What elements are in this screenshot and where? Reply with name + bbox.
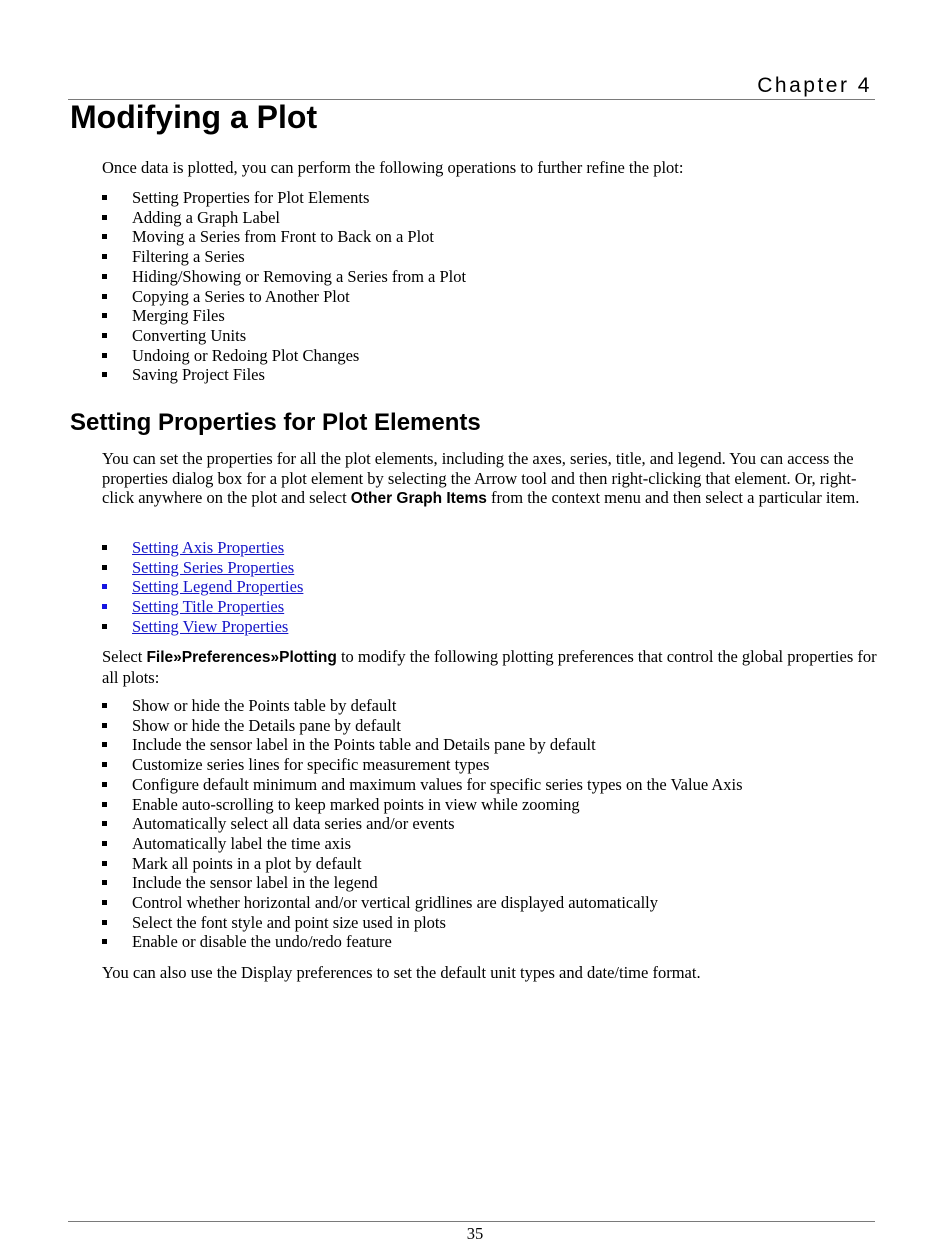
square-bullet-icon — [102, 195, 107, 200]
list-item — [102, 577, 303, 597]
link-legend-properties[interactable]: Setting Legend Properties — [132, 577, 304, 597]
list-item: Saving Project Files — [102, 365, 466, 385]
square-bullet-icon — [102, 545, 107, 550]
list-item: Setting Properties for Plot Elements — [102, 188, 466, 208]
list-item: Moving a Series from Front to Back on a Plot — [102, 227, 466, 247]
square-bullet-icon — [102, 333, 107, 338]
square-bullet-icon — [102, 782, 107, 787]
list-item — [102, 558, 303, 578]
list-item: Hiding/Showing or Removing a Series from a Plot — [102, 267, 466, 287]
list-item: Converting Units — [102, 326, 466, 346]
square-bullet-icon — [102, 880, 107, 885]
intro-paragraph: Once data is plotted, you can perform the following operations to further refine the plot: — [102, 158, 684, 177]
list-item: Select the font style and point size used in plots — [102, 913, 743, 933]
square-bullet-icon — [102, 841, 107, 846]
list-item: Undoing or Redoing Plot Changes — [102, 346, 466, 366]
square-bullet-icon — [102, 703, 107, 708]
list-item: Include the sensor label in the legend — [102, 873, 743, 893]
link-axis-properties[interactable]: Setting Axis Properties — [132, 538, 285, 557]
link-series-properties[interactable]: Setting Series Properties — [132, 557, 295, 577]
list-item: Show or hide the Details pane by default — [102, 716, 743, 736]
list-item: Automatically label the time axis — [102, 834, 743, 854]
square-bullet-icon — [102, 920, 107, 925]
square-bullet-icon — [102, 353, 107, 358]
list-item — [102, 597, 303, 617]
square-bullet-icon — [102, 821, 107, 826]
square-bullet-icon — [102, 565, 107, 570]
square-bullet-icon — [102, 742, 107, 747]
ui-term: Other Graph Items — [350, 490, 487, 508]
link-view-properties[interactable]: Setting View Properties — [132, 616, 289, 636]
list-item: Filtering a Series — [102, 247, 466, 267]
properties-links-list — [102, 538, 303, 637]
list-item — [102, 538, 303, 558]
footer-rule — [68, 1221, 875, 1222]
square-bullet-icon — [102, 604, 107, 609]
menu-path: File»Preferences»Plotting — [146, 649, 337, 666]
square-bullet-icon — [102, 215, 107, 220]
list-item: Enable or disable the undo/redo feature — [102, 932, 743, 952]
square-bullet-icon — [102, 274, 107, 279]
list-item: Mark all points in a plot by default — [102, 854, 743, 874]
preferences-list — [102, 696, 743, 952]
page-number: 35 — [466, 1224, 484, 1243]
list-item: Merging Files — [102, 306, 466, 326]
list-item: Configure default minimum and maximum values for specific series types on the Value Axis — [102, 775, 743, 795]
square-bullet-icon — [102, 723, 107, 728]
list-item: Control whether horizontal and/or vertical gridlines are displayed automatically — [102, 893, 743, 913]
list-item: Include the sensor label in the Points table and Details pane by default — [102, 735, 743, 755]
list-item: Automatically select all data series and/or events — [102, 814, 743, 834]
square-bullet-icon — [102, 584, 107, 589]
square-bullet-icon — [102, 234, 107, 239]
list-item: Copying a Series to Another Plot — [102, 287, 466, 307]
square-bullet-icon — [102, 313, 107, 318]
operations-list — [102, 188, 466, 385]
section-paragraph-2: Select File»Preferences»Plotting to modify the following plotting preferences that control the global properties for all plots: — [102, 647, 877, 687]
square-bullet-icon — [102, 900, 107, 905]
square-bullet-icon — [102, 254, 107, 259]
square-bullet-icon — [102, 802, 107, 807]
square-bullet-icon — [102, 372, 107, 377]
section-paragraph-1: You can set the properties for all the plot elements, including the axes, series, title, and legend. You can access the properties dialog box for a plot element by selecting the Arrow tool and then right-clicking that element. Or, right-click anywhere on the plot and select Other Graph Items from the context menu and then select a particular item. — [102, 449, 860, 508]
closing-paragraph: You can also use the Display preferences to set the default unit types and date/time format. — [102, 963, 701, 982]
square-bullet-icon — [102, 294, 107, 299]
list-item: Adding a Graph Label — [102, 208, 466, 228]
square-bullet-icon — [102, 861, 107, 866]
list-item: Enable auto-scrolling to keep marked points in view while zooming — [102, 795, 743, 815]
link-title-properties[interactable]: Setting Title Properties — [132, 597, 285, 617]
section-heading: Setting Properties for Plot Elements — [70, 409, 481, 436]
list-item: Customize series lines for specific measurement types — [102, 755, 743, 775]
list-item: Show or hide the Points table by default — [102, 696, 743, 716]
square-bullet-icon — [102, 762, 107, 767]
chapter-label: Chapter 4 — [757, 74, 872, 97]
page-title: Modifying a Plot — [70, 99, 318, 135]
square-bullet-icon — [102, 624, 107, 629]
square-bullet-icon — [102, 939, 107, 944]
list-item — [102, 617, 303, 637]
